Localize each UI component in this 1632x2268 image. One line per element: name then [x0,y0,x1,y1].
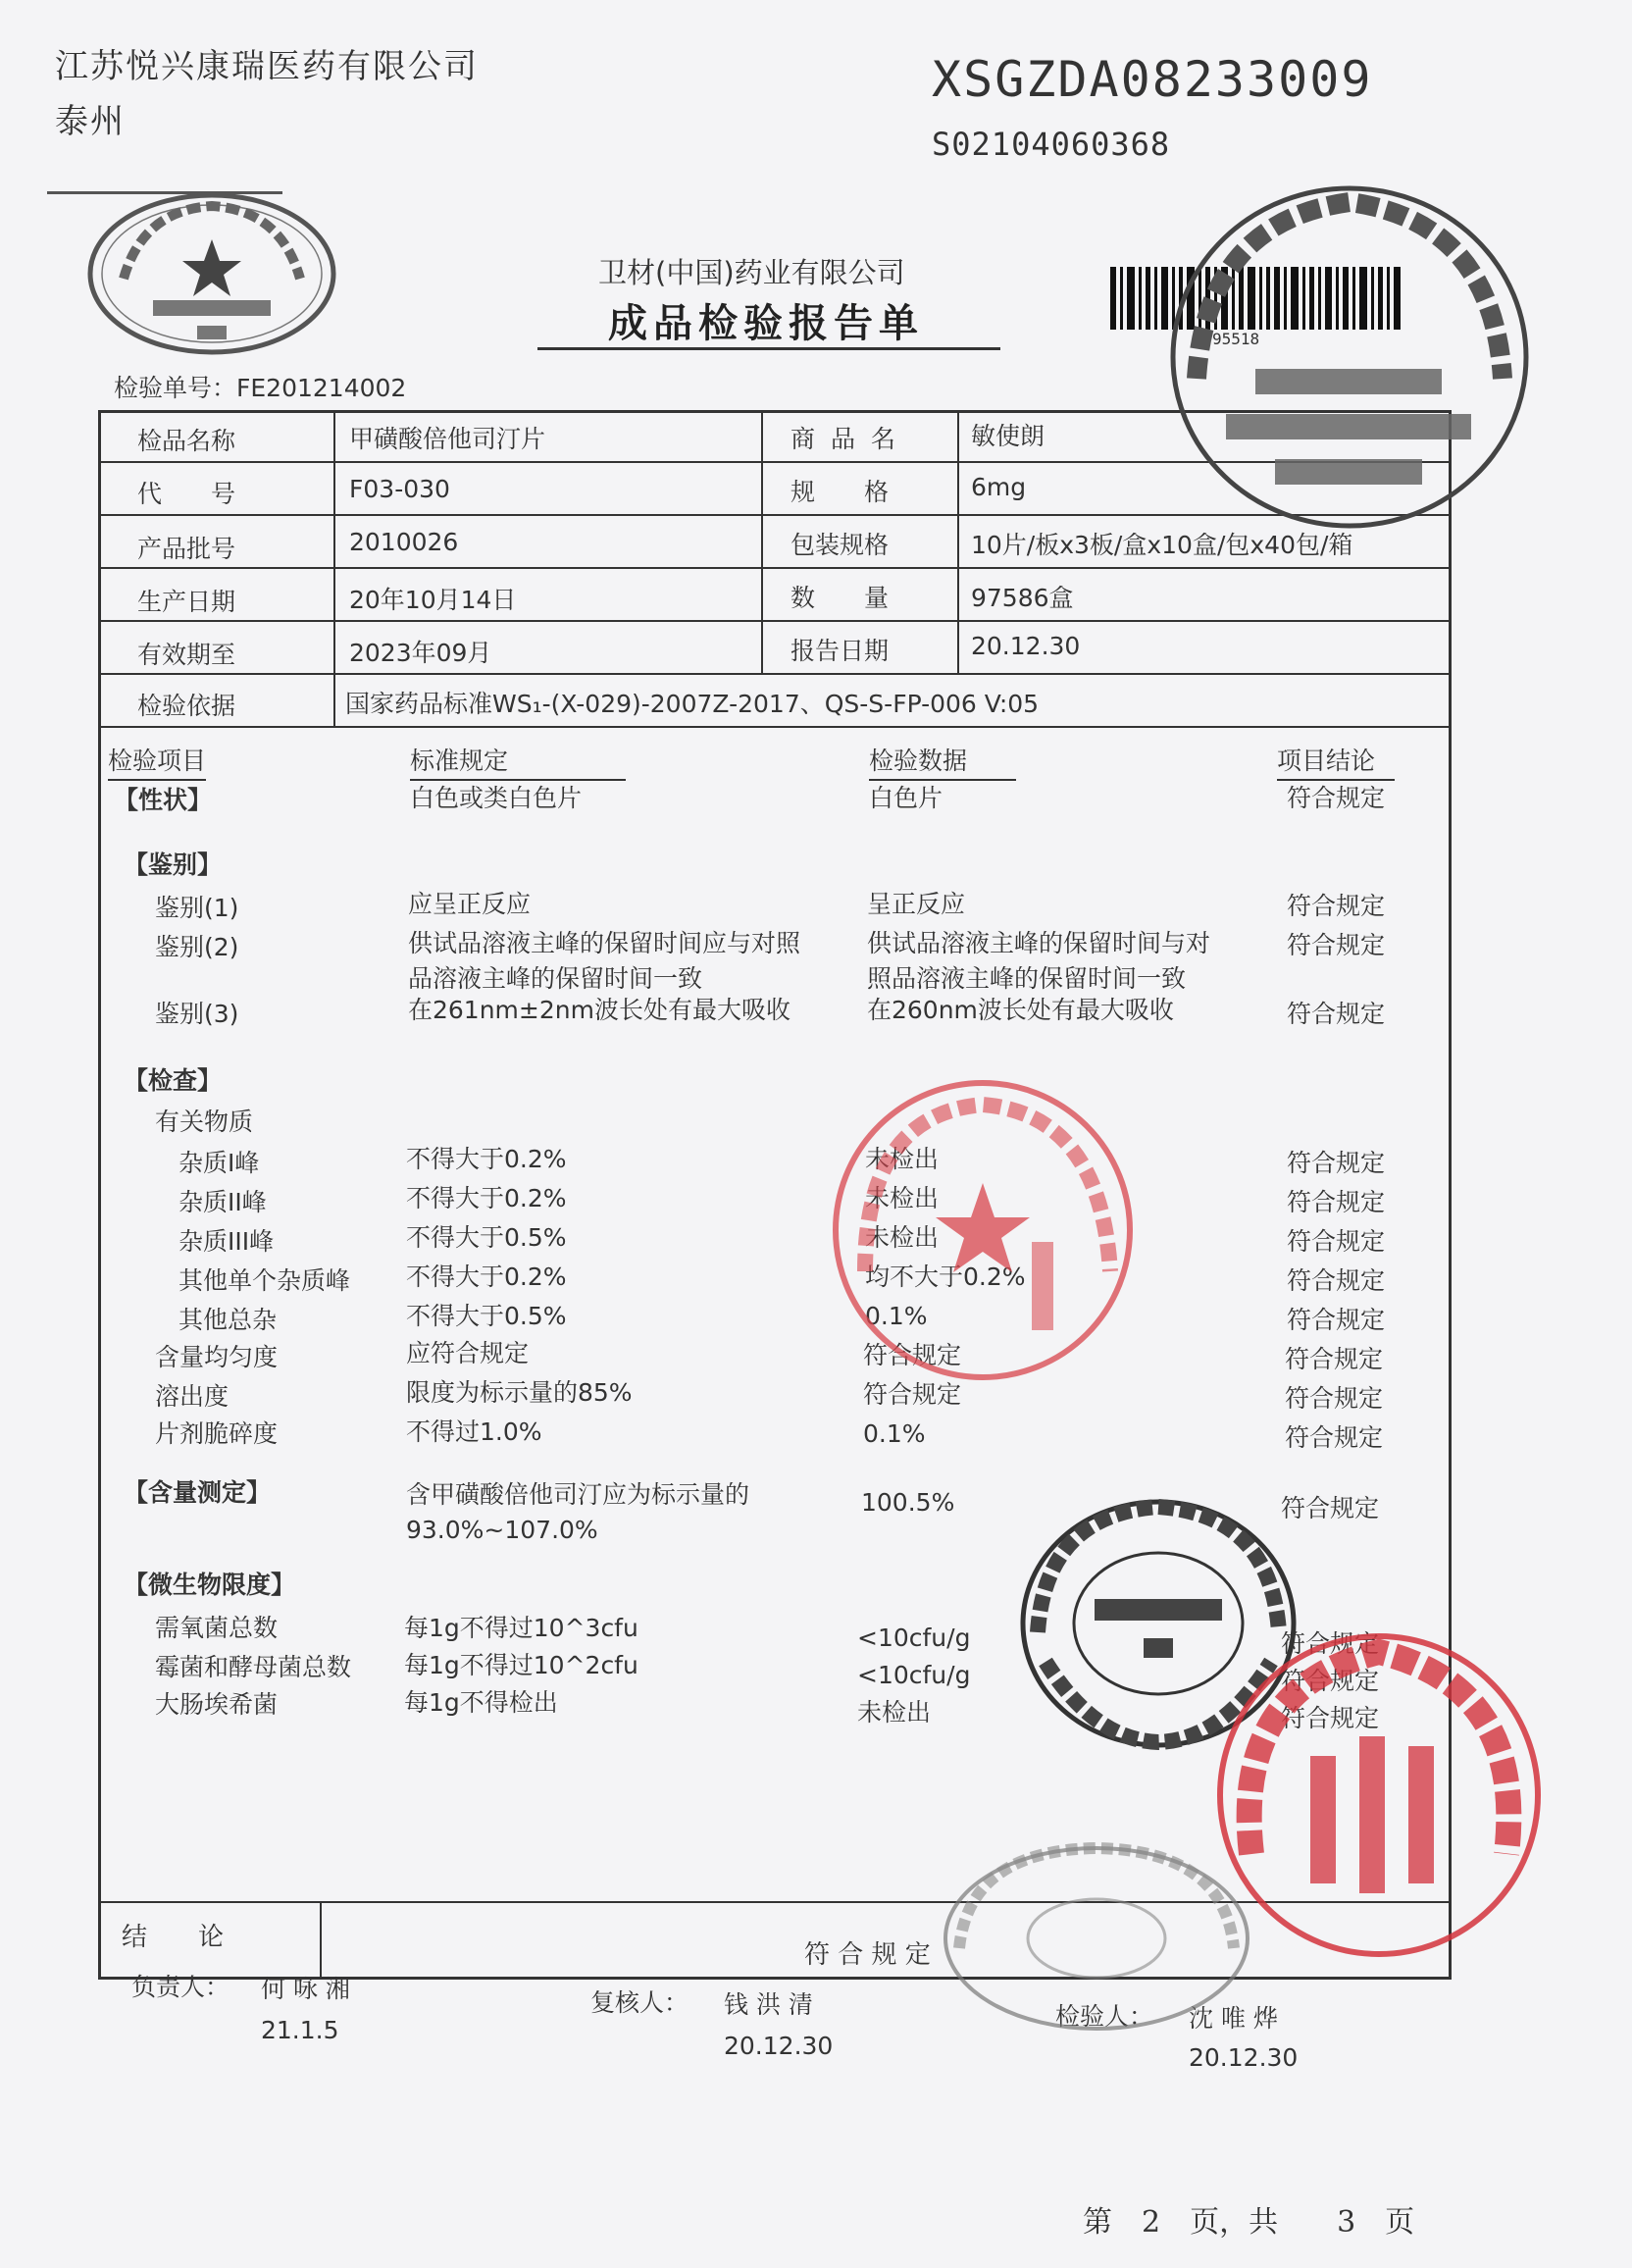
id1-conclusion: 符合规定 [1287,892,1386,920]
barcode-number: 95518 [1212,330,1260,348]
imp3-data: 未检出 [865,1223,940,1252]
id2-item: 鉴别(2) [155,933,239,961]
dissolution-standard: 限度为标示量的85% [406,1378,633,1407]
mold-item: 霉菌和酵母菌总数 [155,1653,352,1681]
mold-data: <10cfu/g [857,1661,971,1689]
friability-conclusion: 符合规定 [1285,1423,1384,1452]
label-report-date: 报告日期 [790,637,890,665]
reviewer-date: 20.12.30 [724,2032,834,2060]
reviewer-name: 钱 洪 清 [724,1990,813,2019]
imp1-conclusion: 符合规定 [1287,1149,1386,1177]
col-data: 检验数据 [869,742,1016,781]
gray-faded-stamp-icon [940,1840,1253,2036]
id1-standard: 应呈正反应 [408,890,532,918]
id3-data: 在260nm波长处有最大吸收 [867,996,1174,1024]
ecoli-standard: 每1g不得检出 [404,1688,558,1717]
value-trade-name: 敏使朗 [971,422,1046,450]
other-single-standard: 不得大于0.2% [406,1263,567,1291]
imp3-item: 杂质III峰 [178,1227,275,1256]
assay-standard-line2: 93.0%~107.0% [406,1516,598,1544]
conclusion-value: 符 合 规 定 [804,1940,931,1970]
header-city: 泰州 [55,102,126,141]
id2-data-line2: 照品溶液主峰的保留时间一致 [867,964,1187,993]
aerobic-data: <10cfu/g [857,1624,971,1652]
related-item: 有关物质 [155,1108,254,1136]
imp2-item: 杂质II峰 [178,1188,267,1216]
col-conclusion: 项目结论 [1277,742,1395,781]
other-total-item: 其他总杂 [178,1306,278,1334]
aerobic-conclusion: 符合规定 [1281,1629,1380,1658]
title-rule [537,347,1000,350]
friability-standard: 不得过1.0% [406,1418,542,1446]
id2-data-line1: 供试品溶液主峰的保留时间与对 [867,929,1211,957]
section-assay: 【含量测定】 [124,1478,272,1507]
id2-standard-line1: 供试品溶液主峰的保留时间应与对照 [408,929,801,957]
friability-item: 片剂脆碎度 [155,1419,279,1448]
id3-conclusion: 符合规定 [1287,1000,1386,1028]
label-batch: 产品批号 [137,535,236,563]
uniformity-data: 符合规定 [863,1341,962,1369]
col-standard: 标准规定 [410,742,626,781]
assay-conclusion: 符合规定 [1281,1494,1380,1522]
id1-data: 呈正反应 [867,890,966,918]
responsible-date: 21.1.5 [261,2016,339,2044]
character-standard: 白色或类白色片 [410,784,583,812]
imp2-data: 未检出 [865,1184,940,1212]
dissolution-item: 溶出度 [155,1382,230,1411]
aerobic-standard: 每1g不得过10^3cfu [404,1614,638,1642]
grid-line [957,410,959,673]
header-code-secondary: S02104060368 [932,126,1171,163]
uniformity-conclusion: 符合规定 [1285,1345,1384,1373]
label-package: 包装规格 [790,531,890,559]
section-character: 【性状】 [114,786,213,814]
dissolution-conclusion: 符合规定 [1285,1384,1384,1413]
ecoli-conclusion: 符合规定 [1281,1704,1380,1732]
imp1-data: 未检出 [865,1145,940,1173]
responsible-name: 何 咏 湘 [261,1975,350,2003]
inspector-name: 沈 唯 烨 [1189,2004,1278,2033]
grid-line [98,620,1452,622]
grid-line [320,1901,322,1980]
label-trade-name: 商 品 名 [790,425,899,453]
imp3-standard: 不得大于0.5% [406,1223,567,1252]
label-expiry: 有效期至 [137,641,236,669]
red-qa-stamp-icon [1212,1628,1546,1962]
other-total-data: 0.1% [865,1302,928,1330]
imp3-conclusion: 符合规定 [1287,1227,1386,1256]
label-quantity: 数 量 [790,584,890,612]
other-single-conclusion: 符合规定 [1287,1266,1386,1295]
uniformity-standard: 应符合规定 [406,1339,530,1367]
other-single-item: 其他单个杂质峰 [178,1266,351,1295]
value-code: F03-030 [349,475,450,503]
id2-conclusion: 符合规定 [1287,931,1386,959]
value-mfg-date: 20年10月14日 [349,586,517,614]
grid-line [98,726,1452,728]
label-basis: 检验依据 [137,692,236,720]
grid-line [98,567,1452,569]
imp1-standard: 不得大于0.2% [406,1145,567,1173]
imp2-standard: 不得大于0.2% [406,1184,567,1212]
conclusion-label: 结 论 [122,1923,225,1952]
imp2-conclusion: 符合规定 [1287,1188,1386,1216]
value-product-name: 甲磺酸倍他司汀片 [349,425,546,453]
grid-line [333,410,335,726]
mold-conclusion: 符合规定 [1281,1667,1380,1695]
aerobic-item: 需氧菌总数 [155,1614,279,1642]
imp1-item: 杂质I峰 [178,1149,260,1177]
report-number: 检验单号：FE201214002 [114,374,407,402]
report-title: 成品检验报告单 [608,301,924,346]
value-spec: 6mg [971,473,1027,501]
id1-item: 鉴别(1) [155,894,239,922]
id3-item: 鉴别(3) [155,1000,239,1028]
ecoli-item: 大肠埃希菌 [155,1690,279,1719]
id3-standard: 在261nm±2nm波长处有最大吸收 [408,996,790,1024]
value-package: 10片/板x3板/盒x10盒/包x40包/箱 [971,531,1353,559]
inspector-label: 检验人： [1055,2002,1154,2031]
mold-standard: 每1g不得过10^2cfu [404,1651,638,1679]
value-report-date: 20.12.30 [971,632,1081,660]
character-data: 白色片 [869,784,944,812]
reviewer-label: 复核人： [590,1988,689,2017]
value-expiry: 2023年09月 [349,639,492,667]
other-single-data: 均不大于0.2% [865,1263,1026,1291]
dissolution-data: 符合规定 [863,1380,962,1409]
friability-data: 0.1% [863,1419,926,1448]
grid-line [98,673,1452,675]
nanjing-pharma-stamp-icon [84,190,339,357]
inspector-date: 20.12.30 [1189,2043,1299,2072]
label-product-name: 检品名称 [137,427,236,455]
section-identification: 【鉴别】 [124,850,223,879]
col-item: 检验项目 [108,742,206,781]
section-inspection: 【检查】 [124,1066,223,1095]
value-batch: 2010026 [349,528,459,556]
value-quantity: 97586盒 [971,584,1074,612]
ecoli-data: 未检出 [857,1698,932,1727]
id2-standard-line2: 品溶液主峰的保留时间一致 [408,964,703,993]
character-conclusion: 符合规定 [1287,784,1386,812]
other-total-standard: 不得大于0.5% [406,1302,567,1330]
label-code: 代 号 [137,480,236,508]
red-company-seal-icon [826,1075,1140,1385]
label-mfg-date: 生产日期 [137,588,236,616]
assay-standard-line1: 含甲磺酸倍他司汀应为标示量的 [406,1480,750,1509]
value-basis: 国家药品标准WS₁-(X-029)-2007Z-2017、QS-S-FP-006 V:05 [345,690,1040,718]
header-company: 江苏悦兴康瑞医药有限公司 [55,47,479,86]
assay-data: 100.5% [861,1488,955,1517]
label-spec: 规 格 [790,478,890,506]
grid-line [761,410,763,673]
other-total-conclusion: 符合规定 [1287,1306,1386,1334]
page-footer: 第 2 页，共 3 页 [1083,2205,1415,2240]
report-company: 卫材(中国)药业有限公司 [598,256,905,289]
header-code-primary: XSGZDA08233009 [932,51,1373,108]
huayang-qa-stamp-icon [1167,182,1532,532]
section-microbial: 【微生物限度】 [124,1571,296,1599]
responsible-label: 负责人： [131,1973,230,2001]
uniformity-item: 含量均匀度 [155,1343,279,1371]
